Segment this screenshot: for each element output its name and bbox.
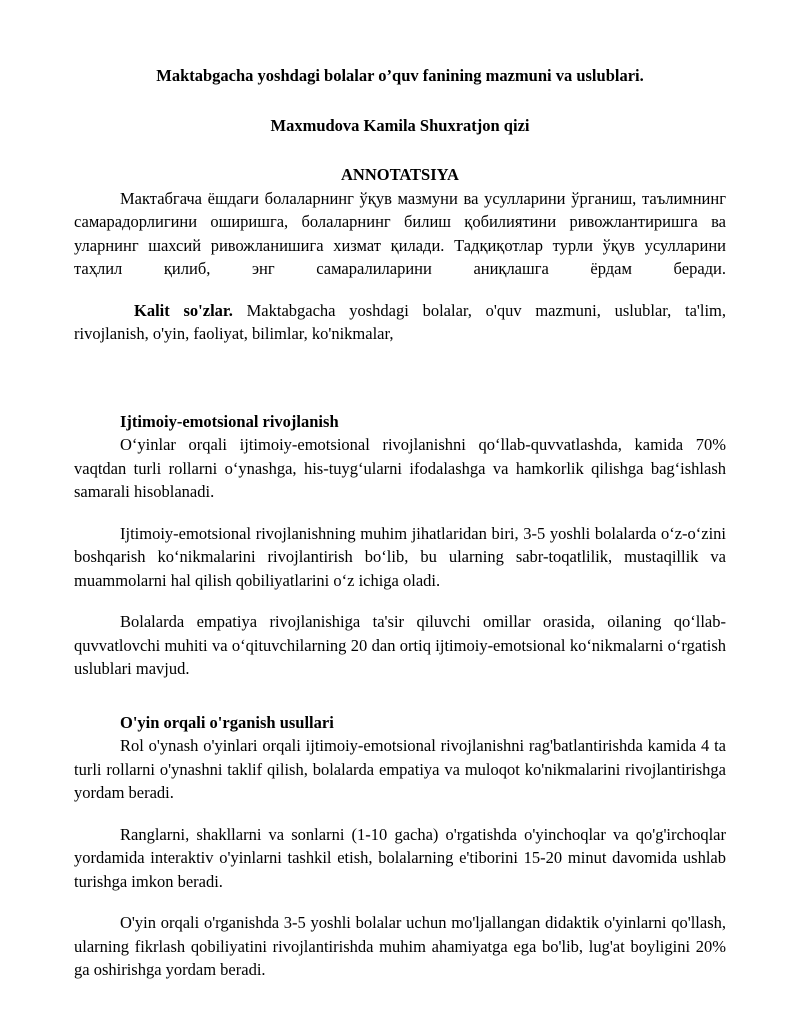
section-paragraph: Ijtimoiy-emotsional rivojlanishning muhim jihatlaridan biri, 3-5 yoshli bolalarda o‘z-o‘zini boshqarish ko‘nikmalarini rivojlantirish bo‘lib, bu ularning sabr-toqatlilik, mustaqillik va muammolarni hal qilish qobiliyatlarini o‘z ichiga oladi. [74, 523, 726, 590]
annotation-heading: ANNOTATSIYA [341, 165, 459, 184]
section-paragraph: Rol o'ynash o'yinlari orqali ijtimoiy-emotsional rivojlanishni rag'batlantirishda kamida 4 ta turli rollarni o'ynashni taklif qilish, bolalarda empatiya va muloqot ko'nikmalarini rivojlantirishga yordam beradi. [74, 736, 726, 802]
document-page [74, 64, 726, 982]
section-paragraph: O‘yinlar orqali ijtimoiy-emotsional rivojlanishni qo‘llab-quvvatlashda, kamida 70% vaqtdan turli rollarni o‘ynashga, his-tuyg‘ularni ifodalashga va hamkorlik qilishga bag‘ishlash samarali hisoblanadi. [74, 435, 726, 501]
annotation-paragraph: Мактабгача ёшдаги болаларнинг ўқув мазмуни ва усулларини ўрганиш, таълимнинг самарадорлигини оширишга, болаларнинг билиш қобилиятини ривожлантиришга ва уларнинг шахсий ривожланишига хизмат қилади. Тадқиқотлар турли ўқув усулларини таҳлил қилиб, энг самаралиларини аниқлашга ёрдам беради. [74, 188, 726, 278]
keywords-text: Maktabgacha yoshdagi bolalar, o'quv mazmuni, uslublar, ta'lim, rivojlanish, o'yin, faoliyat, bilimlar, ko'nikmalar, [74, 300, 726, 343]
keywords-paragraph [74, 299, 726, 346]
section-paragraph: Bolalarda empatiya rivojlanishiga ta'sir qiluvchi omillar orasida, oilaning qo‘llab-quvvatlovchi muhiti va o‘qituvchilarning 20 dan ortiq ijtimoiy-emotsional ko‘nikmalarni o‘rgatish uslublari mavjud. [74, 612, 726, 678]
section-heading: Ijtimoiy-emotsional rivojlanish [120, 411, 339, 431]
section-paragraph: Ranglarni, shakllarni va sonlarni (1-10 gacha) o'rgatishda o'yinchoqlar va qo'g'irchoqlar yordamida interaktiv o'yinlarni tashkil etish, bolalarning e'tiborini 15-20 minut davomida ushlab turishga imkon beradi. [74, 824, 726, 891]
document-title: Maktabgacha yoshdagi bolalar o’quv fanining mazmuni va uslublari. [156, 66, 644, 85]
section-paragraph: O'yin orqali o'rganishda 3-5 yoshli bolalar uchun mo'ljallangan didaktik o'yinlarni qo'llash, ularning fikrlash qobiliyatini rivojlantirishda muhim ahamiyatga ega bo'lib, lug'at boyligini 20% ga oshirishga yordam beradi. [74, 913, 726, 979]
section-heading: O'yin orqali o'rganish usullari [120, 712, 334, 732]
keywords-label: Kalit so'zlar. [134, 300, 233, 320]
author-name: Maxmudova Kamila Shuxratjon qizi [270, 115, 530, 135]
